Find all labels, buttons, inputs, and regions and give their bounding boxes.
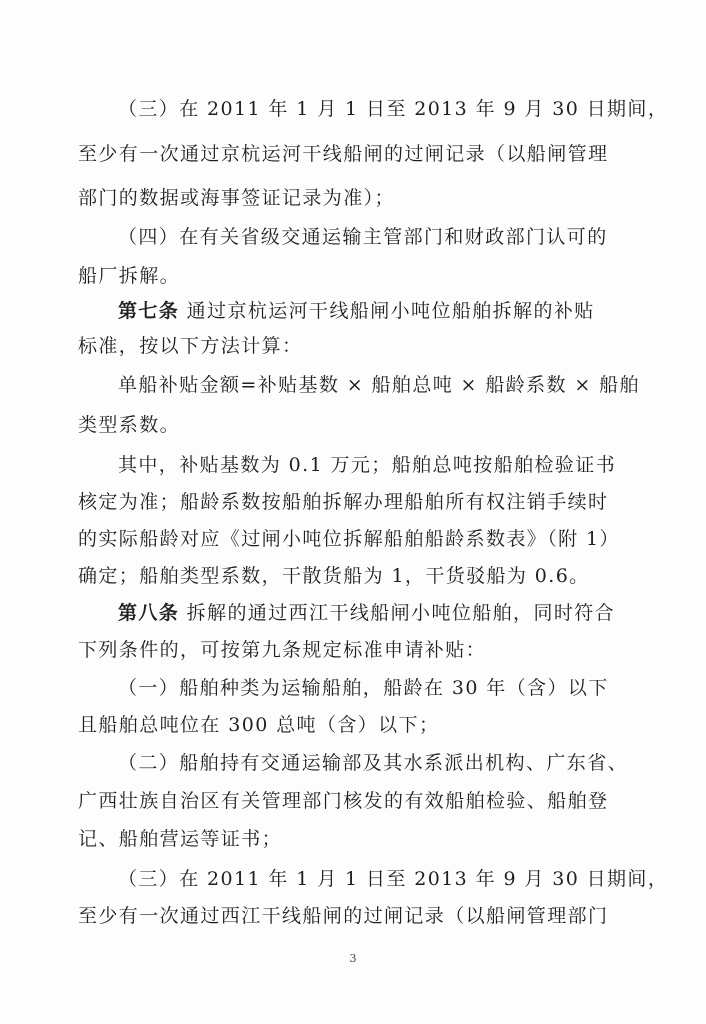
article-7-label: 第七条 (118, 300, 180, 322)
text-line: 标准，按以下方法计算： (78, 335, 303, 357)
text-line: 的实际船龄对应《过闸小吨位拆解船舶船龄系数表》（附 1） (78, 528, 620, 550)
text-line: 至少有一次通过西江干线船闸的过闸记录（以船闸管理部门 (78, 905, 609, 927)
text-line: （二）船舶持有交通运输部及其水系派出机构、广东省、 (118, 752, 629, 774)
formula-line: 单船补贴金额=补贴基数 × 船舶总吨 × 船龄系数 × 船舶 (118, 374, 640, 396)
text-line: 记、船舶营运等证书； (78, 828, 283, 850)
text-line: 且船舶总吨位在 300 总吨（含）以下； (78, 714, 440, 736)
page-number: 3 (349, 952, 357, 965)
text-line: 下列条件的，可按第九条规定标准申请补贴： (78, 639, 487, 661)
text-line: 核定为准；船龄系数按船舶拆解办理船舶所有权注销手续时 (78, 491, 609, 513)
text-line: 其中，补贴基数为 0.1 万元；船舶总吨按船舶检验证书 (118, 454, 617, 476)
text-line: （三）在 2011 年 1 月 1 日至 2013 年 9 月 30 日期间， (118, 868, 669, 890)
text-line: 确定；船舶类型系数，干散货船为 1，干货驳船为 0.6。 (78, 565, 590, 587)
text-line: 船厂拆解。 (78, 265, 181, 287)
text-line: （一）船舶种类为运输船舶，船龄在 30 年（含）以下 (118, 677, 609, 699)
article-8-text: 拆解的通过西江干线船闸小吨位船舶，同时符合 (186, 602, 616, 624)
text-line: （三）在 2011 年 1 月 1 日至 2013 年 9 月 30 日期间， (118, 98, 669, 120)
article-7-line (118, 298, 595, 324)
text-line: 至少有一次通过京杭运河干线船闸的过闸记录（以船闸管理 (78, 143, 609, 165)
text-line: 类型系数。 (78, 414, 181, 436)
article-7-text: 通过京杭运河干线船闸小吨位船舶拆解的补贴 (186, 300, 595, 322)
article-8-label: 第八条 (118, 602, 180, 624)
article-8-line (118, 600, 615, 626)
text-line: 部门的数据或海事签证记录为准）； (78, 187, 395, 209)
text-line: 广西壮族自治区有关管理部门核发的有效船舶检验、船舶登 (78, 790, 609, 812)
text-line: （四）在有关省级交通运输主管部门和财政部门认可的 (118, 226, 608, 248)
